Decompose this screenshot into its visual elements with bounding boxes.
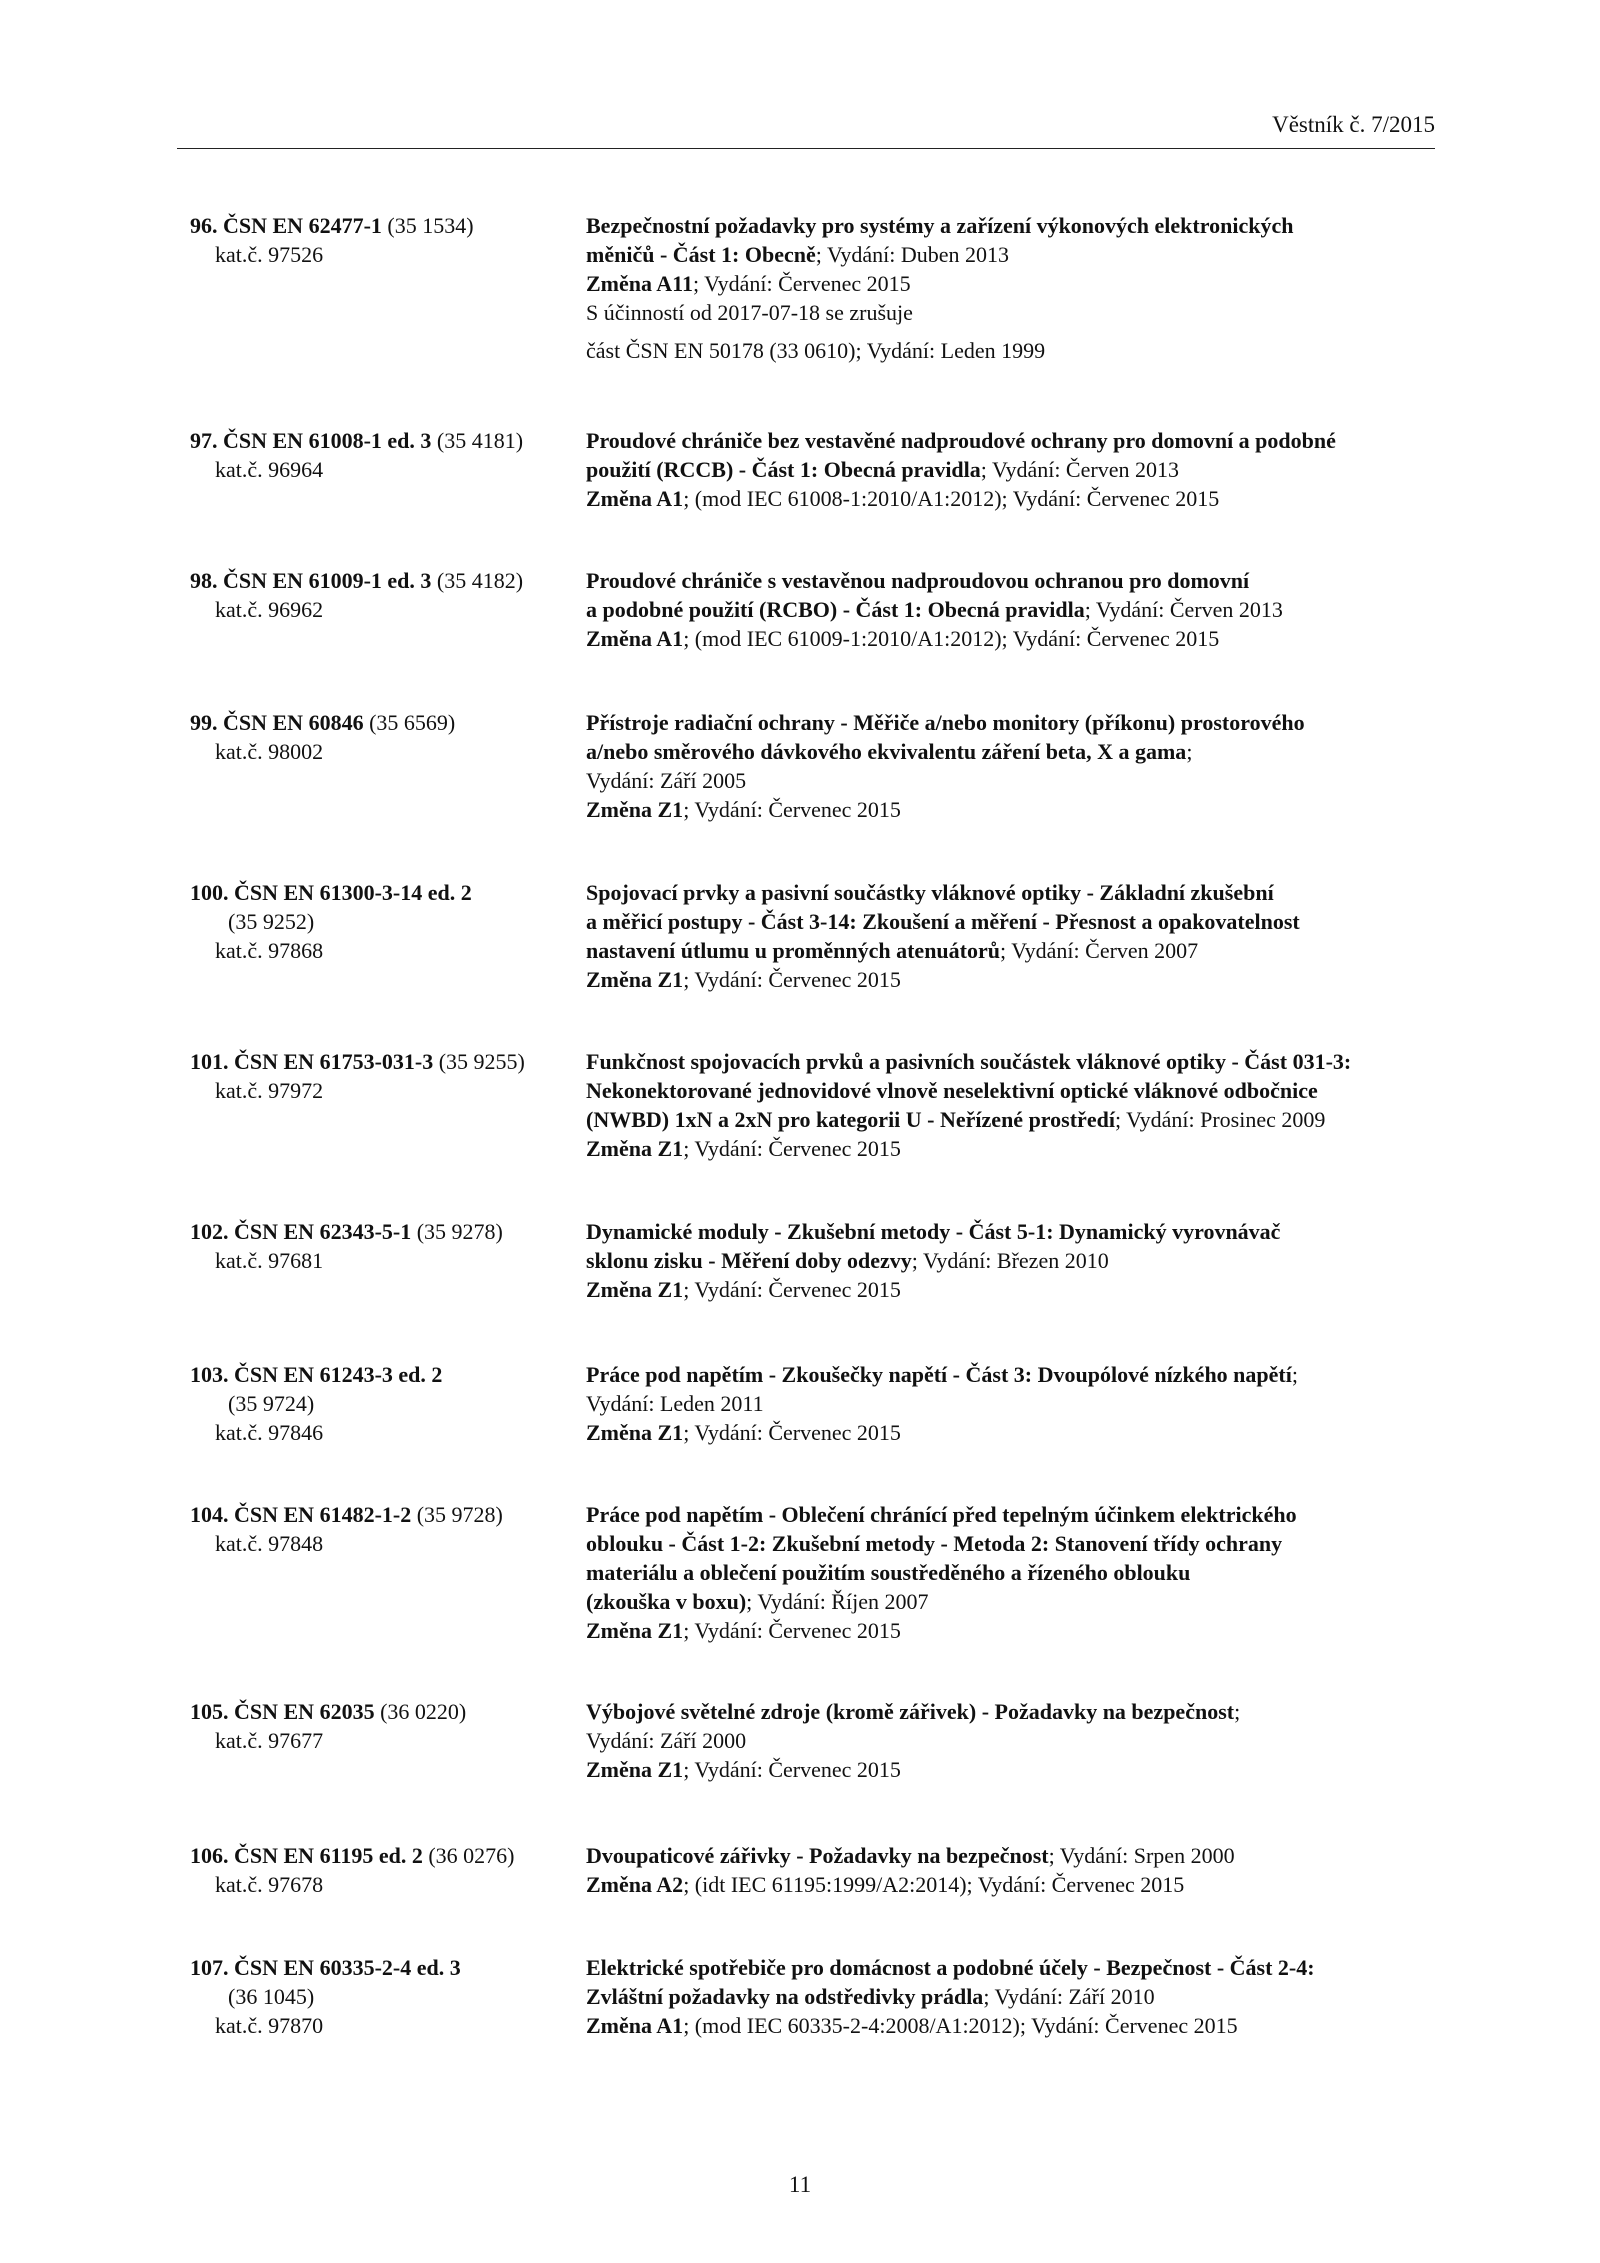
text-line (190, 2011, 461, 2040)
bold-text: 96. ČSN EN 62477-1 (190, 213, 382, 238)
text: (36 1045) (228, 1984, 315, 2009)
text-line (586, 595, 1283, 624)
text-line (586, 269, 1293, 298)
bold-text: měničů - Část 1: Obecně (586, 242, 816, 267)
text-line (190, 737, 455, 766)
text: ; Vydání: Duben 2013 (815, 242, 1010, 267)
bold-text: Změna Z1 (586, 967, 684, 992)
text: kat.č. 97681 (215, 1248, 324, 1273)
text: (35 6569) (363, 710, 456, 735)
text: ; Vydání: Červenec 2015 (683, 1277, 901, 1302)
text-line (586, 907, 1300, 936)
text: ; Vydání: Srpen 2000 (1048, 1843, 1235, 1868)
standard-description (586, 1500, 1297, 1645)
standard-designation (190, 1047, 525, 1105)
text: ; Vydání: Říjen 2007 (746, 1589, 929, 1614)
text: (35 9278) (411, 1219, 503, 1244)
bold-text: materiálu a oblečení použitím soustředěného a řízeného oblouku (586, 1560, 1191, 1585)
bold-text: 99. ČSN EN 60846 (190, 710, 364, 735)
text-line (190, 1870, 515, 1899)
text-line (190, 1246, 503, 1275)
text-line (190, 1047, 525, 1076)
text: (35 9724) (228, 1391, 315, 1416)
text-line (190, 1418, 442, 1447)
text-line (190, 1841, 515, 1870)
bold-text: 101. ČSN EN 61753-031-3 (190, 1049, 434, 1074)
text: ; Vydání: Červenec 2015 (683, 1618, 901, 1643)
standard-designation (190, 1953, 461, 2040)
text-line (586, 240, 1293, 269)
bold-text: Proudové chrániče s vestavěnou nadproudovou ochranou pro domovní (586, 568, 1250, 593)
text-line (190, 1697, 466, 1726)
text-line (586, 211, 1293, 240)
text-line (586, 795, 1305, 824)
bold-text: Spojovací prvky a pasivní součástky vláknové optiky - Základní zkušební (586, 880, 1274, 905)
text: (35 1534) (381, 213, 474, 238)
bold-text: nastavení útlumu u proměnných atenuátorů (586, 938, 1000, 963)
text: kat.č. 98002 (215, 739, 324, 764)
page-number: 11 (788, 2172, 812, 2197)
text-line (586, 1529, 1297, 1558)
text-line (586, 298, 1293, 327)
standard-description (586, 1360, 1298, 1447)
bold-text: 103. ČSN EN 61243-3 ed. 2 (190, 1362, 443, 1387)
standard-description (586, 1953, 1315, 2040)
text-line (586, 1418, 1298, 1447)
bold-text: použití (RCCB) - Část 1: Obecná pravidla (586, 457, 981, 482)
text: (36 0276) (422, 1843, 515, 1868)
text: kat.č. 97846 (215, 1420, 324, 1445)
bold-text: Změna A1 (586, 486, 684, 511)
header-rule (177, 148, 1435, 149)
text: ; (mod IEC 61009-1:2010/A1:2012); Vydání: Červenec 2015 (683, 626, 1220, 651)
bold-text: Práce pod napětím - Oblečení chránící před tepelným účinkem elektrického (586, 1502, 1297, 1527)
standard-designation (190, 1360, 442, 1447)
text-line (190, 1217, 503, 1246)
text: ; Vydání: Září 2010 (983, 1984, 1155, 2009)
text-line (586, 2011, 1315, 2040)
text: ; Vydání: Červenec 2015 (692, 271, 911, 296)
text: kat.č. 96962 (215, 597, 324, 622)
text: kat.č. 97526 (215, 242, 324, 267)
bold-text: Dynamické moduly - Zkušební metody - Část 5-1: Dynamický vyrovnávač (586, 1219, 1281, 1244)
text-line (190, 1076, 525, 1105)
text: ; Vydání: Prosinec 2009 (1114, 1107, 1326, 1132)
bold-text: 107. ČSN EN 60335-2-4 ed. 3 (190, 1955, 461, 1980)
text-line (190, 566, 523, 595)
text-line (586, 1953, 1315, 1982)
text: ; Vydání: Červen 2013 (1084, 597, 1283, 622)
text: ; Vydání: Červenec 2015 (683, 797, 901, 822)
standard-description (586, 211, 1293, 365)
text: ; Vydání: Červen 2007 (1000, 938, 1199, 963)
bold-text: 106. ČSN EN 61195 ed. 2 (190, 1843, 423, 1868)
text-line (190, 240, 474, 269)
text-line (190, 1360, 442, 1389)
text: (35 9728) (411, 1502, 503, 1527)
bold-text: Práce pod napětím - Zkoušečky napětí - Část 3: Dvoupólové nízkého napětí (586, 1362, 1292, 1387)
text: ; Vydání: Červenec 2015 (683, 1420, 901, 1445)
bold-text: a podobné použití (RCBO) - Část 1: Obecná pravidla (586, 597, 1085, 622)
text-line (586, 1360, 1298, 1389)
text: ; Vydání: Červenec 2015 (683, 1136, 901, 1161)
text: kat.č. 97870 (215, 2013, 324, 2038)
text-line (586, 1587, 1297, 1616)
bold-text: (zkouška v boxu) (586, 1589, 747, 1614)
text-line (586, 1558, 1297, 1587)
text-line (586, 624, 1283, 653)
bold-text: Bezpečnostní požadavky pro systémy a zařízení výkonových elektronických (586, 213, 1294, 238)
standard-designation (190, 426, 523, 484)
text-line (190, 1500, 503, 1529)
text: ; Vydání: Červenec 2015 (683, 967, 901, 992)
text: kat.č. 97678 (215, 1872, 324, 1897)
text: ; (mod IEC 61008-1:2010/A1:2012); Vydání: Červenec 2015 (683, 486, 1220, 511)
text-line (586, 1726, 1240, 1755)
text-line (586, 426, 1336, 455)
text: kat.č. 97848 (215, 1531, 324, 1556)
bold-text: Elektrické spotřebiče pro domácnost a podobné účely - Bezpečnost - Část 2-4: (586, 1955, 1315, 1980)
text-line (190, 1982, 461, 2011)
text-line (586, 1076, 1351, 1105)
text-line (586, 708, 1305, 737)
bold-text: a měřicí postupy - Část 3-14: Zkoušení a měření - Přesnost a opakovatelnost (586, 909, 1300, 934)
standard-designation (190, 708, 455, 766)
text-line (586, 1982, 1315, 2011)
bold-text: a/nebo směrového dávkového ekvivalentu záření beta, X a gama (586, 739, 1187, 764)
standard-description (586, 1697, 1240, 1784)
standard-description (586, 566, 1283, 653)
text: ; (1234, 1699, 1241, 1724)
text-line (586, 965, 1300, 994)
text-line (190, 211, 474, 240)
bold-text: Změna Z1 (586, 797, 684, 822)
bold-text: 102. ČSN EN 62343-5-1 (190, 1219, 412, 1244)
bold-text: Změna A1 (586, 2013, 684, 2038)
text-line (586, 566, 1283, 595)
text-line (190, 708, 455, 737)
bold-text: Přístroje radiační ochrany - Měřiče a/nebo monitory (příkonu) prostorového (586, 710, 1305, 735)
standard-description (586, 1047, 1351, 1163)
text: (35 4181) (431, 428, 524, 453)
text-line (586, 1841, 1235, 1870)
text: (35 4182) (431, 568, 524, 593)
standard-description (586, 1217, 1280, 1304)
text-line (586, 1275, 1280, 1304)
bold-text: Nekonektorované jednovidové vlnově neselektivní optické vláknové odbočnice (586, 1078, 1318, 1103)
text: kat.č. 97868 (215, 938, 324, 963)
text: Vydání: Leden 2011 (586, 1391, 764, 1416)
bold-text: Výbojové světelné zdroje (kromě zářivek) - Požadavky na bezpečnost (586, 1699, 1235, 1724)
text-line (190, 1726, 466, 1755)
text: část ČSN EN 50178 (33 0610); Vydání: Leden 1999 (586, 338, 1046, 363)
text: kat.č. 96964 (215, 457, 324, 482)
bold-text: 105. ČSN EN 62035 (190, 1699, 375, 1724)
text: Vydání: Září 2000 (586, 1728, 747, 1753)
bold-text: 97. ČSN EN 61008-1 ed. 3 (190, 428, 432, 453)
text: kat.č. 97972 (215, 1078, 324, 1103)
bold-text: Zvláštní požadavky na odstředivky prádla (586, 1984, 984, 2009)
bold-text: Změna A2 (586, 1872, 684, 1897)
text-line (586, 1616, 1297, 1645)
text-line (190, 1389, 442, 1418)
text: (35 9255) (433, 1049, 525, 1074)
standard-designation (190, 1217, 503, 1275)
bold-text: Změna A1 (586, 626, 684, 651)
bold-text: 100. ČSN EN 61300-3-14 ed. 2 (190, 880, 472, 905)
text-line (586, 455, 1336, 484)
text-line (586, 878, 1300, 907)
bold-text: Změna A11 (586, 271, 693, 296)
text-line (586, 737, 1305, 766)
text: ; (idt IEC 61195:1999/A2:2014); Vydání: Červenec 2015 (683, 1872, 1185, 1897)
bold-text: (NWBD) 1xN a 2xN pro kategorii U - Neřízené prostředí (586, 1107, 1115, 1132)
text: S účinností od 2017-07-18 se zrušuje (586, 300, 913, 325)
text-line (586, 336, 1293, 365)
bold-text: 98. ČSN EN 61009-1 ed. 3 (190, 568, 432, 593)
text-line (586, 484, 1336, 513)
text-line (586, 1217, 1280, 1246)
text-line (586, 766, 1305, 795)
text-line (190, 878, 472, 907)
bold-text: Změna Z1 (586, 1277, 684, 1302)
text-line (586, 1389, 1298, 1418)
text: ; Vydání: Březen 2010 (911, 1248, 1109, 1273)
text: (36 0220) (374, 1699, 467, 1724)
standard-description (586, 426, 1336, 513)
text-line (586, 1246, 1280, 1275)
standard-designation (190, 211, 474, 269)
text-line (586, 1697, 1240, 1726)
text: Vydání: Září 2005 (586, 768, 747, 793)
text: ; Vydání: Červen 2013 (980, 457, 1179, 482)
text-line (190, 426, 523, 455)
text-line (190, 455, 523, 484)
standard-description (586, 1841, 1235, 1899)
standard-designation (190, 878, 472, 965)
text-line (190, 1953, 461, 1982)
text-line (190, 595, 523, 624)
standard-designation (190, 1841, 515, 1899)
text: ; Vydání: Červenec 2015 (683, 1757, 901, 1782)
text-line (190, 1529, 503, 1558)
text: ; (1291, 1362, 1298, 1387)
text: (35 9252) (228, 909, 315, 934)
text-line (586, 1500, 1297, 1529)
bold-text: Dvoupaticové zářivky - Požadavky na bezpečnost (586, 1843, 1049, 1868)
bold-text: Proudové chrániče bez vestavěné nadproudové ochrany pro domovní a podobné (586, 428, 1336, 453)
text-line (190, 907, 472, 936)
text-line (586, 1870, 1235, 1899)
bulletin-header: Věstník č. 7/2015 (1272, 112, 1435, 137)
standard-designation (190, 1697, 466, 1755)
text: ; (mod IEC 60335-2-4:2008/A1:2012); Vydání: Červenec 2015 (683, 2013, 1238, 2038)
text-line (190, 936, 472, 965)
bold-text: Změna Z1 (586, 1618, 684, 1643)
standard-designation (190, 566, 523, 624)
text-line (586, 1105, 1351, 1134)
bold-text: Změna Z1 (586, 1136, 684, 1161)
standard-description (586, 878, 1300, 994)
text-line (586, 936, 1300, 965)
text: ; (1186, 739, 1193, 764)
text: kat.č. 97677 (215, 1728, 324, 1753)
standard-description (586, 708, 1305, 824)
standard-designation (190, 1500, 503, 1558)
bold-text: Funkčnost spojovacích prvků a pasivních součástek vláknové optiky - Část 031-3: (586, 1049, 1352, 1074)
text-line (586, 1047, 1351, 1076)
text-line (586, 1755, 1240, 1784)
bold-text: Změna Z1 (586, 1757, 684, 1782)
bold-text: sklonu zisku - Měření doby odezvy (586, 1248, 912, 1273)
bold-text: Změna Z1 (586, 1420, 684, 1445)
bold-text: oblouku - Část 1-2: Zkušební metody - Metoda 2: Stanovení třídy ochrany (586, 1531, 1283, 1556)
bold-text: 104. ČSN EN 61482-1-2 (190, 1502, 412, 1527)
text-line (586, 1134, 1351, 1163)
